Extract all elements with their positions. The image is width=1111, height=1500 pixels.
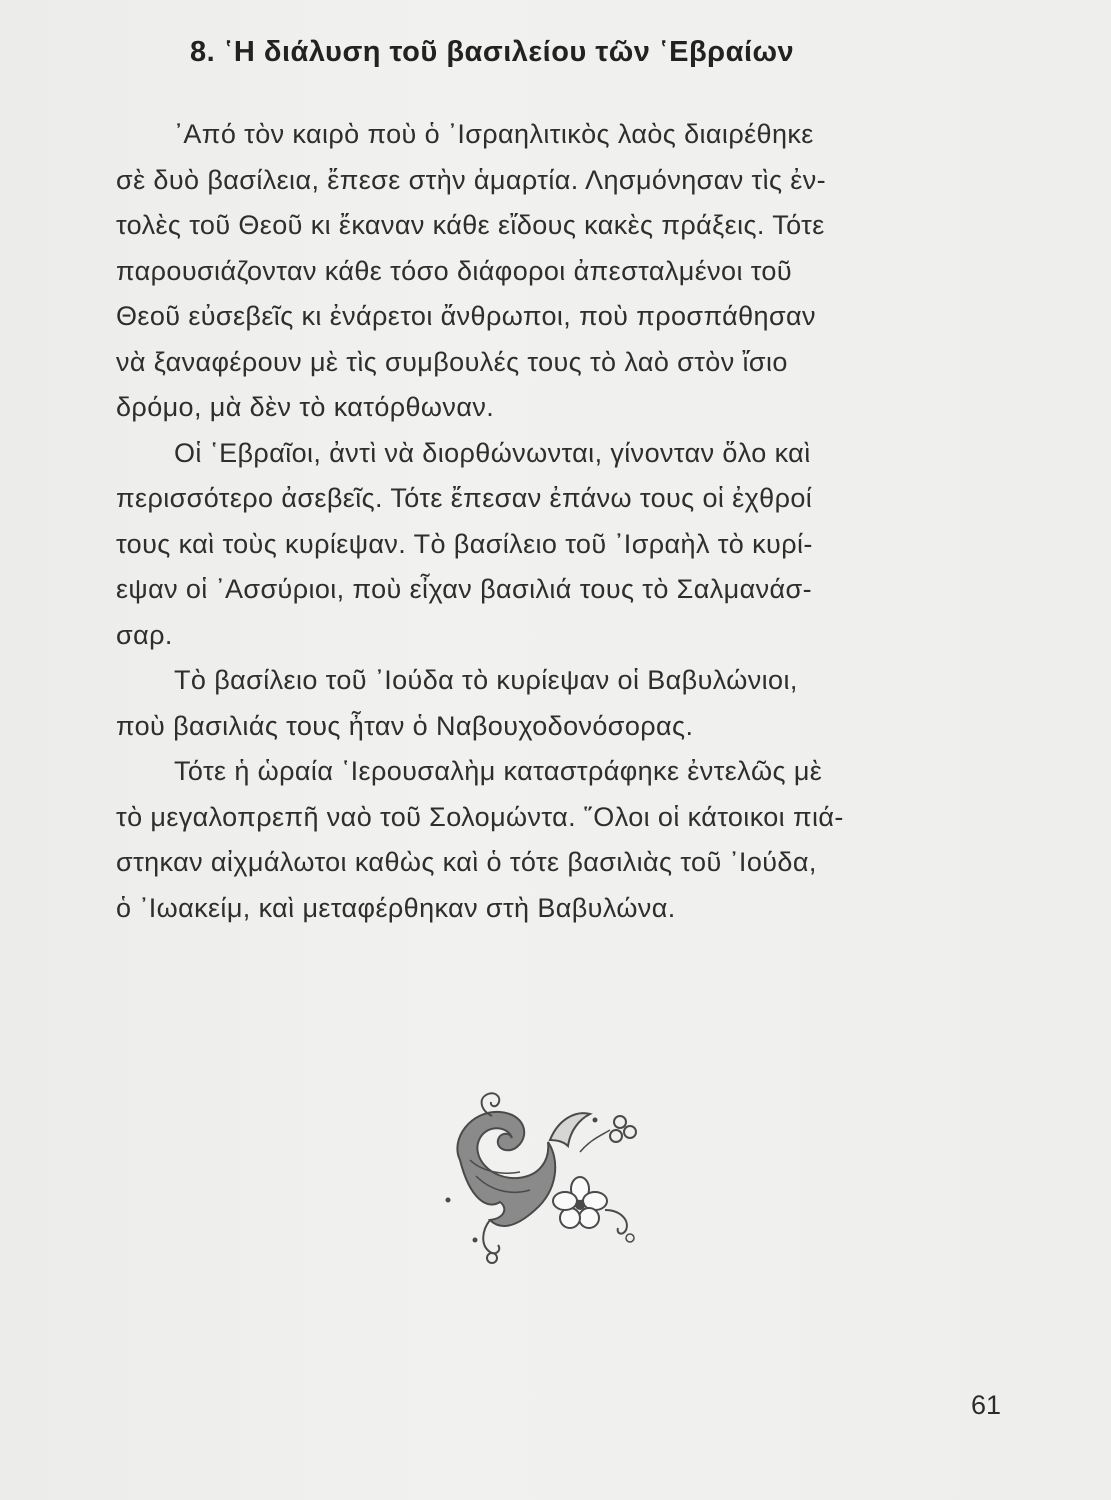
ornament-tendril <box>605 1210 627 1234</box>
text-line: σαρ. <box>116 619 173 650</box>
floral-ornament-icon <box>430 1080 650 1280</box>
text-line: Οἱ ῾Εβραῖοι, ἀντὶ νὰ διορθώνωνται, γίνονταν ὅλο καὶ <box>174 437 811 468</box>
ornament-berry <box>626 1234 634 1242</box>
text-line: σὲ δυὸ βασίλεια, ἔπεσε στὴν ἁμαρτία. Λησμόνησαν τὶς ἐν- <box>116 164 827 195</box>
text-line: στηκαν αἰχμάλωτοι καθὼς καὶ ὁ τότε βασιλιὰς τοῦ ᾿Ιούδα, <box>116 847 817 877</box>
ornament-berry <box>487 1253 497 1263</box>
text-line: Τὸ βασίλειο τοῦ ᾿Ιούδα τὸ κυρίεψαν οἱ Βαβυλώνιοι, <box>174 665 798 695</box>
ornament-dot <box>593 1118 598 1123</box>
body-text <box>116 112 978 931</box>
text-line: ποὺ βασιλιάς τους ἦταν ὁ Ναβουχοδονόσορας. <box>116 710 694 741</box>
ornament-flower <box>553 1177 607 1228</box>
ornament-leaf <box>457 1112 555 1226</box>
ornament-berry <box>614 1116 626 1128</box>
text-line: ὁ ᾿Ιωακείμ, καὶ μεταφέρθηκαν στὴ Βαβυλώνα. <box>116 892 676 923</box>
text-line: παρουσιάζονταν κάθε τόσο διάφοροι ἀπεσταλμένοι τοῦ <box>116 255 793 286</box>
page-number: 61 <box>970 1390 1001 1420</box>
ornament-dot <box>446 1198 451 1203</box>
text-line: τὸ μεγαλοπρεπῆ ναὸ τοῦ Σολομώντα. ῞Ολοι οἱ κάτοικοι πιά- <box>116 801 844 832</box>
text-line: ᾿Από τὸν καιρὸ ποὺ ὁ ᾿Ισραηλιτικὸς λαὸς διαιρέθηκε <box>174 119 814 149</box>
text-line: Τότε ἡ ὡραία ῾Ιερουσαλὴμ καταστράφηκε ἐντελῶς μὲ <box>174 756 823 786</box>
text-line: νὰ ξαναφέρουν μὲ τὶς συμβουλές τους τὸ λαὸ στὸν ἴσιο <box>116 346 788 377</box>
text-line: εψαν οἱ ᾿Ασσύριοι, ποὺ εἶχαν βασιλιά τους τὸ Σαλμανάσ- <box>116 574 813 604</box>
ornament-berry <box>624 1126 636 1138</box>
text-line: δρόμο, μὰ δὲν τὸ κατόρθωναν. <box>116 392 495 422</box>
text-line: Θεοῦ εὐσεβεῖς κι ἐνάρετοι ἄνθρωποι, ποὺ προσπάθησαν <box>116 301 816 331</box>
text-line: τους καὶ τοὺς κυρίεψαν. Τὸ βασίλειο τοῦ ᾿Ισραὴλ τὸ κυρί- <box>116 528 813 559</box>
ornament-dot <box>473 1238 478 1243</box>
chapter-title: 8. ῾Η διάλυση τοῦ βασιλείου τῶν ῾Εβραίων <box>190 36 795 68</box>
ornament-berry <box>610 1130 622 1142</box>
text-line: τολὲς τοῦ Θεοῦ κι ἔκαναν κάθε εἴδους κακὲς πράξεις. Τότε <box>116 210 825 240</box>
text-line: περισσότερο ἀσεβεῖς. Τότε ἔπεσαν ἐπάνω τους οἱ ἐχθροί <box>116 483 813 513</box>
ornament-curl <box>550 1113 590 1146</box>
ornament-stem <box>580 1130 610 1152</box>
